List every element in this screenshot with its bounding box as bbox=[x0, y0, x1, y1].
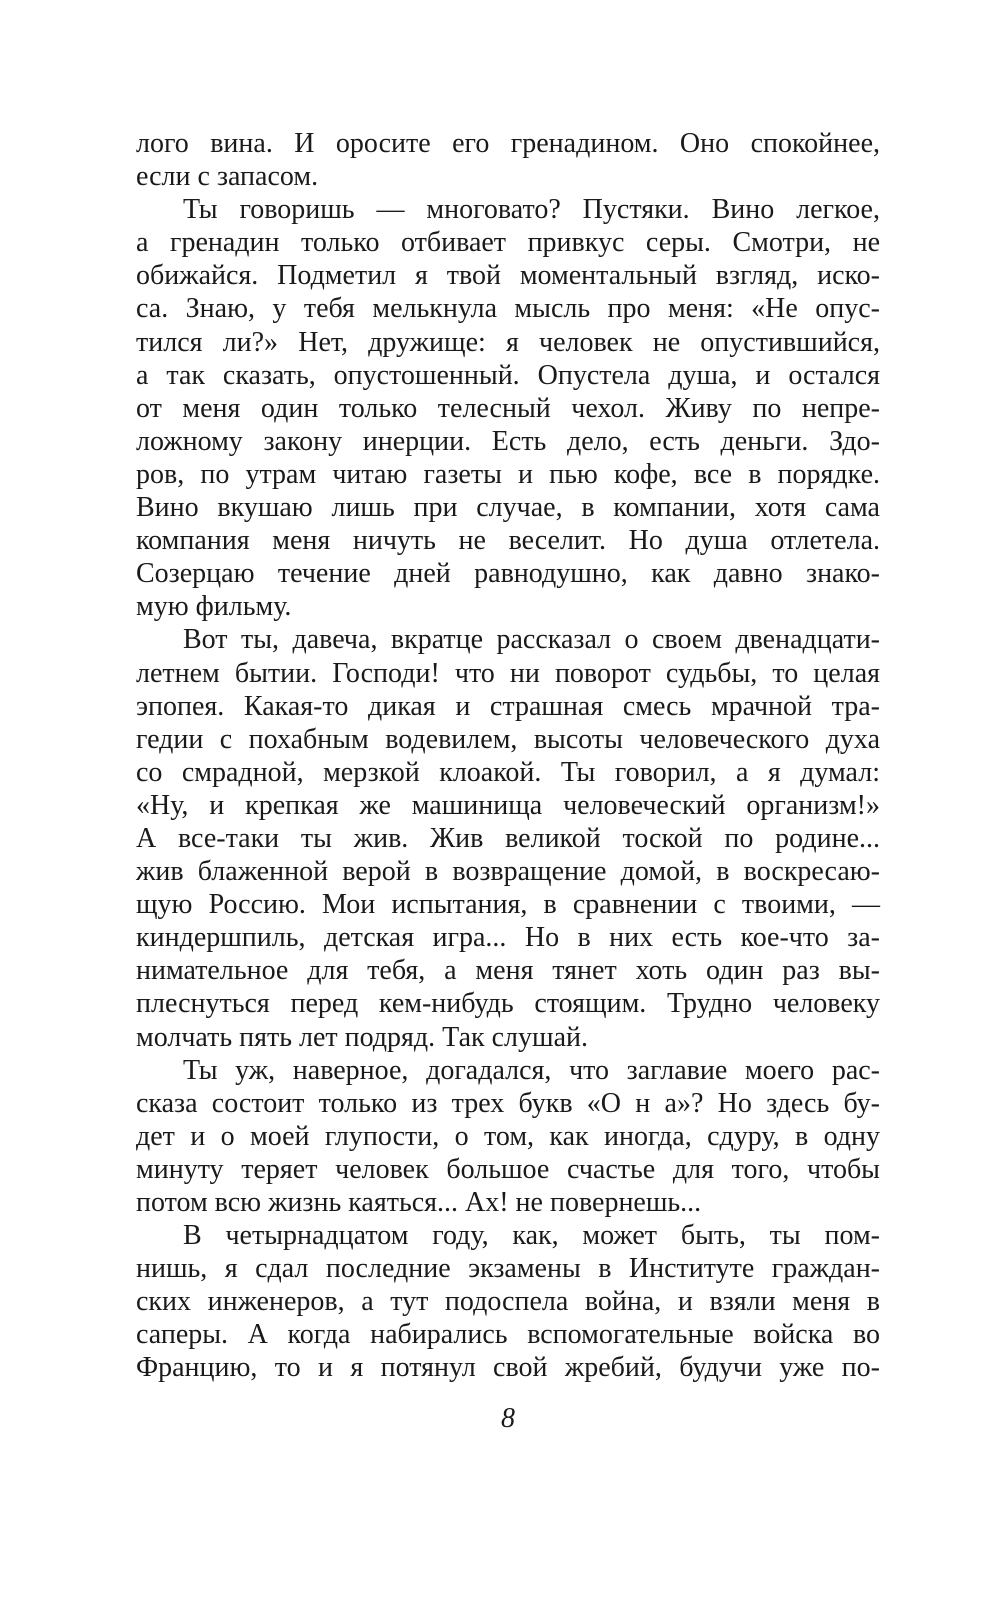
text-line: лого вина. И оросите его гренадином. Оно спокойнее, bbox=[136, 128, 880, 159]
text-line: нимательное для тебя, а меня тянет хоть один раз вы- bbox=[136, 955, 880, 987]
text-line: сказа состоит только из трех букв «О н а»? Но здесь бу- bbox=[136, 1087, 880, 1119]
text-line: потом всю жизнь каяться... Ах! не повернешь... bbox=[136, 1187, 702, 1218]
text-line: гедии с похабным водевилем, высоты человеческого духа bbox=[136, 723, 880, 755]
text-line: эпопея. Какая-то дикая и страшная смесь мрачной тра- bbox=[136, 690, 880, 722]
text-line: от меня один только телесный чехол. Живу по непре- bbox=[136, 392, 880, 424]
text-line: А все-таки ты жив. Жив великой тоской по родине... bbox=[136, 822, 880, 854]
text-line: ров, по утрам читаю газеты и пью кофе, все в порядке. bbox=[136, 458, 880, 490]
text-line: са. Знаю, у тебя мелькнула мысль про меня: «Не опус- bbox=[136, 293, 880, 325]
text-line: киндершпиль, детская игра... Но в них есть кое-что за- bbox=[136, 922, 880, 954]
text-line: молчать пять лет подряд. Так слушай. bbox=[136, 1021, 588, 1053]
text-line: жив блаженной верой в возвращение домой, в воскресаю- bbox=[136, 856, 880, 888]
text-line: со смрадной, мерзкой клоакой. Ты говорил, а я думал: bbox=[136, 756, 880, 788]
text-line: мую фильму. bbox=[136, 591, 292, 623]
text-line: нишь, я сдал последние экзамены в Институте граждан- bbox=[136, 1253, 880, 1285]
text-line: Ты уж, наверное, догадался, что заглавие моего рас- bbox=[183, 1054, 880, 1086]
text-line: Вот ты, давеча, вкратце рассказал о своем двенадцати- bbox=[183, 624, 880, 656]
text-line: тился ли?» Нет, дружище: я человек не опустившийся, bbox=[136, 326, 880, 358]
text-line: обижайся. Подметил я твой моментальный взгляд, иско- bbox=[136, 260, 880, 292]
text-line: Францию, то и я потянул свой жребий, будучи уже по- bbox=[136, 1352, 880, 1384]
text-line: В четырнадцатом году, как, может быть, ты пом- bbox=[183, 1220, 880, 1252]
text-line: минуту теряет человек большое счастье для того, чтобы bbox=[136, 1153, 880, 1185]
text-line: щую Россию. Мои испытания, в сравнении с твоими, — bbox=[136, 889, 880, 921]
text-line: а гренадин только отбивает привкус серы. Смотри, не bbox=[136, 227, 880, 259]
page-number: 8 bbox=[501, 1403, 515, 1434]
text-line: Вино вкушаю лишь при случае, в компании, хотя сама bbox=[136, 492, 880, 524]
text-line: летнем бытии. Господи! что ни поворот судьбы, то целая bbox=[136, 657, 880, 689]
text-line: ложному закону инерции. Есть дело, есть деньги. Здо- bbox=[136, 425, 880, 457]
text-line: Созерцаю течение дней равнодушно, как давно знако- bbox=[136, 558, 880, 590]
body-text bbox=[136, 127, 880, 1385]
text-line: саперы. А когда набирались вспомогательные войска во bbox=[136, 1319, 880, 1351]
text-line: Ты говоришь — многовато? Пустяки. Вино легкое, bbox=[183, 194, 880, 226]
text-line: плеснуться перед кем-нибудь стоящим. Трудно человеку bbox=[136, 988, 880, 1020]
text-line: дет и о моей глупости, о том, как иногда, сдуру, в одну bbox=[136, 1120, 880, 1152]
text-line: «Ну, и крепкая же машинища человеческий организм!» bbox=[136, 789, 880, 821]
text-line: а так сказать, опустошенный. Опустела душа, и остался bbox=[136, 359, 880, 391]
text-line: компания меня ничуть не веселит. Но душа отлетела. bbox=[136, 525, 880, 557]
text-line: если с запасом. bbox=[136, 161, 319, 193]
text-line: ских инженеров, а тут подоспела война, и взяли меня в bbox=[136, 1286, 880, 1318]
